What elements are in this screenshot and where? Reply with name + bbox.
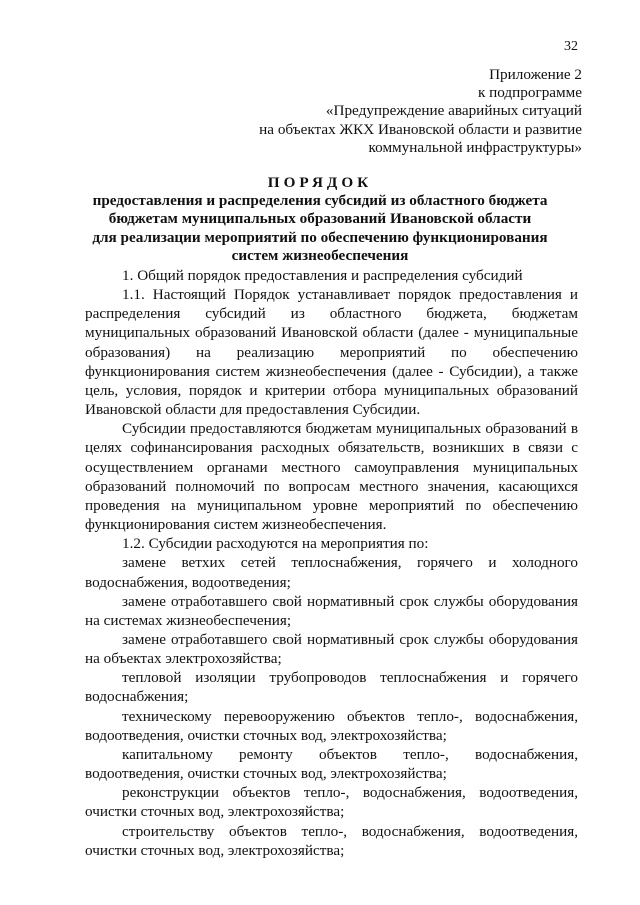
list-item: строительству объектов тепло-, водоснабжения, водоотведения, очистки сточных вод, электрохозяйства; (85, 822, 578, 859)
list-item: замене отработавшего свой нормативный срок службы оборудования на объектах электрохозяйства; (85, 630, 578, 668)
document-title: ПОРЯДОК (267, 174, 373, 191)
paragraph: Субсидии предоставляются бюджетам муниципальных образований в целях софинансирования расходных обязательств, возникших в связи с осуществлением органами местного самоуправления муниципальных образований полномочий по вопросам местного значения, касающихся проведения на муниципальном уровне мероприятий по обеспечению функционирования систем жизнеобеспечения. (85, 420, 578, 534)
subtitle-line: предоставления и распределения субсидий из областного бюджета (92, 192, 548, 209)
document-body (85, 266, 578, 860)
appendix-header (162, 66, 582, 157)
appendix-line: к подпрограмме (477, 84, 582, 102)
document-subtitle (70, 192, 570, 266)
appendix-line: коммунальной инфраструктуры» (368, 138, 582, 156)
appendix-line: Приложение 2 (489, 66, 582, 83)
subtitle-line: бюджетам муниципальных образований Ивановской области (108, 210, 532, 228)
paragraph: 1.2. Субсидии расходуются на мероприятия по: (122, 535, 429, 553)
section-heading: 1. Общий порядок предоставления и распределения субсидий (122, 267, 523, 284)
list-item: капитальному ремонту объектов тепло-, водоснабжения, водоотведения, очистки сточных вод, электрохозяйства; (85, 745, 578, 783)
appendix-line: «Предупреждение аварийных ситуаций (325, 102, 582, 120)
list-item: замене отработавшего свой нормативный срок службы оборудования на системах жизнеобеспечения; (85, 592, 578, 629)
appendix-line: на объектах ЖКХ Ивановской области и развитие (259, 120, 582, 138)
list-item: замене ветхих сетей теплоснабжения, горячего и холодного водоснабжения, водоотведения; (85, 554, 578, 591)
subtitle-line: для реализации мероприятий по обеспечению функционирования (92, 228, 548, 246)
page-number: 32 (564, 39, 578, 54)
subtitle-line: систем жизнеобеспечения (231, 247, 409, 265)
list-item: техническому перевооружению объектов тепло-, водоснабжения, водоотведения, очистки сточных вод, электрохозяйства; (85, 707, 578, 744)
paragraph: 1.1. Настоящий Порядок устанавливает порядок предоставления и распределения субсидий из областного бюджета, бюджетам муниципальных образований Ивановской области (далее - муниципальные образования) на реализацию мероприятий по обеспечению функционирования систем жизнеобеспечения (далее - Субсидии), а также цель, условия, порядок и критерии отбора муниципальных образований Ивановской области для предоставления Субсидии. (85, 286, 578, 419)
list-item: тепловой изоляции трубопроводов теплоснабжения и горячего водоснабжения; (85, 669, 578, 706)
list-item: реконструкции объектов тепло-, водоснабжения, водоотведения, очистки сточных вод, электрохозяйства; (85, 784, 578, 821)
